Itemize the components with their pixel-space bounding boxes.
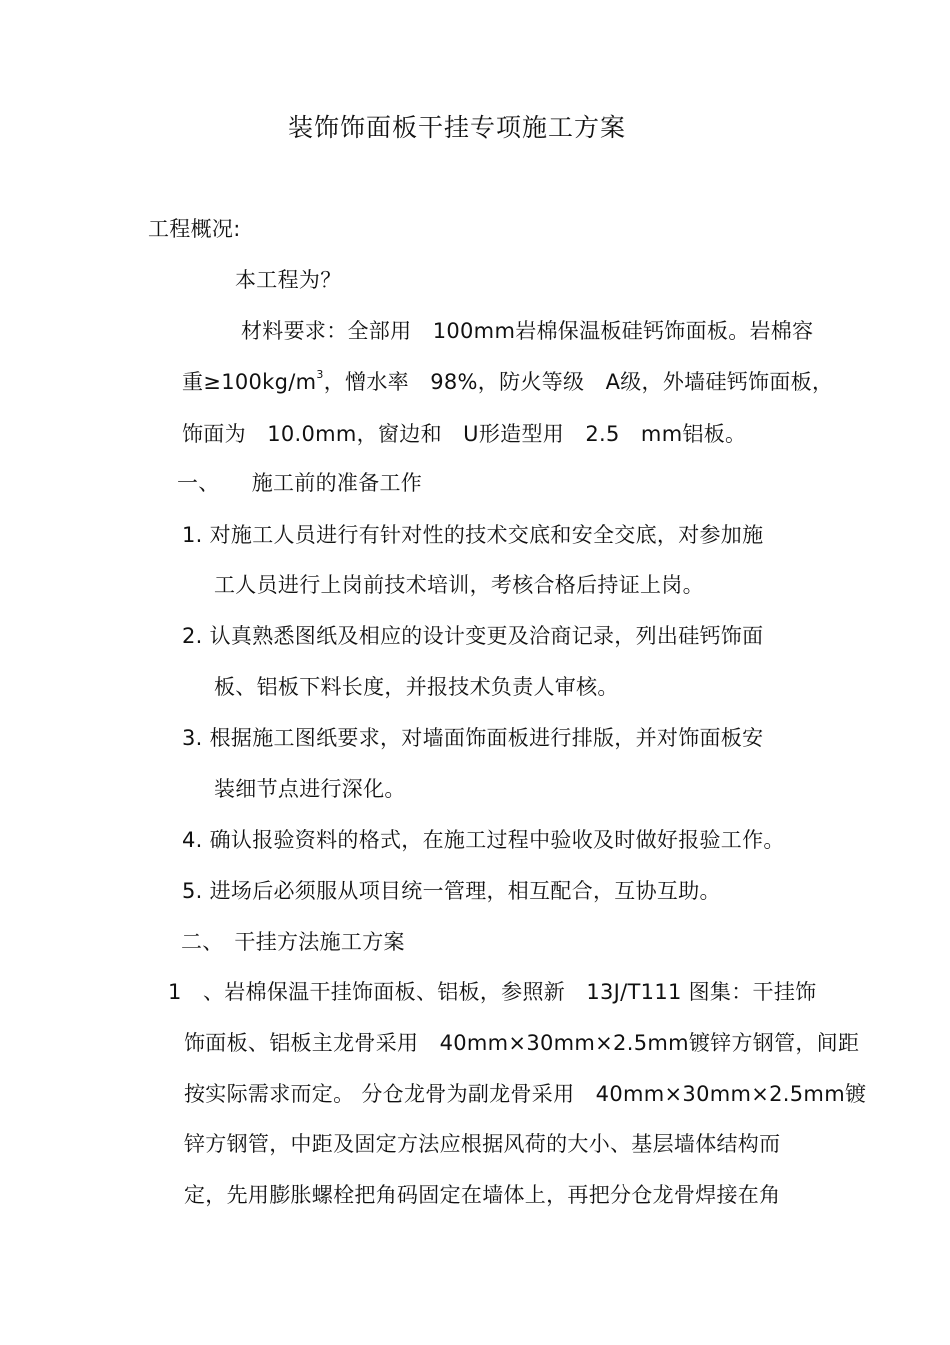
section-1-heading: 一、 施工前的准备工作 xyxy=(177,471,423,495)
section-2-line-2: 饰面板、铝板主龙骨采用 40mm×30mm×2.5mm镀锌方钢管，间距 xyxy=(184,1031,860,1055)
section-2-line-1: 1 、岩棉保温干挂饰面板、铝板，参照新 13J/T111 图集：干挂饰 xyxy=(168,980,817,1004)
section-2-line-5: 定，先用膨胀螺栓把角码固定在墙体上，再把分仓龙骨焊接在角 xyxy=(184,1183,781,1207)
section-2-heading: 二、 干挂方法施工方案 xyxy=(181,930,405,954)
list-item-1-line-1: 1. 对施工人员进行有针对性的技术交底和安全交底，对参加施 xyxy=(182,523,764,547)
material-line-2-prefix: 重≥100kg/m xyxy=(182,370,317,394)
section-2-line-4: 锌方钢管，中距及固定方法应根据风荷的大小、基层墙体结构而 xyxy=(184,1132,781,1156)
material-line-1: 材料要求：全部用 100mm岩棉保温板硅钙饰面板。岩棉容 xyxy=(241,319,814,343)
material-line-2-suffix: ，憎水率 98%，防火等级 A级，外墙硅钙饰面板， xyxy=(323,370,834,394)
list-item-1-line-2: 工人员进行上岗前技术培训，考核合格后持证上岗。 xyxy=(214,573,704,597)
material-line-2 xyxy=(182,368,833,396)
cubic-superscript: 3 xyxy=(316,368,324,381)
overview-heading: 工程概况: xyxy=(148,217,241,241)
list-item-3-line-1: 3. 根据施工图纸要求，对墙面饰面板进行排版，并对饰面板安 xyxy=(182,726,764,750)
list-item-5: 5. 进场后必须服从项目统一管理，相互配合，互协互助。 xyxy=(182,879,721,903)
list-item-2-line-1: 2. 认真熟悉图纸及相应的设计变更及洽商记录，列出硅钙饰面 xyxy=(182,624,764,648)
material-line-3: 饰面为 10.0mm，窗边和 U形造型用 2.5 mm铝板。 xyxy=(182,422,747,446)
list-item-2-line-2: 板、铝板下料长度，并报技术负责人审核。 xyxy=(214,675,619,699)
list-item-4: 4. 确认报验资料的格式，在施工过程中验收及时做好报验工作。 xyxy=(182,828,785,852)
project-line: 本工程为？ xyxy=(235,268,342,292)
list-item-3-line-2: 装细节点进行深化。 xyxy=(214,777,406,801)
document-title: 装饰饰面板干挂专项施工方案 xyxy=(288,113,627,142)
section-2-line-3: 按实际需求而定。 分仓龙骨为副龙骨采用 40mm×30mm×2.5mm镀 xyxy=(184,1082,867,1106)
